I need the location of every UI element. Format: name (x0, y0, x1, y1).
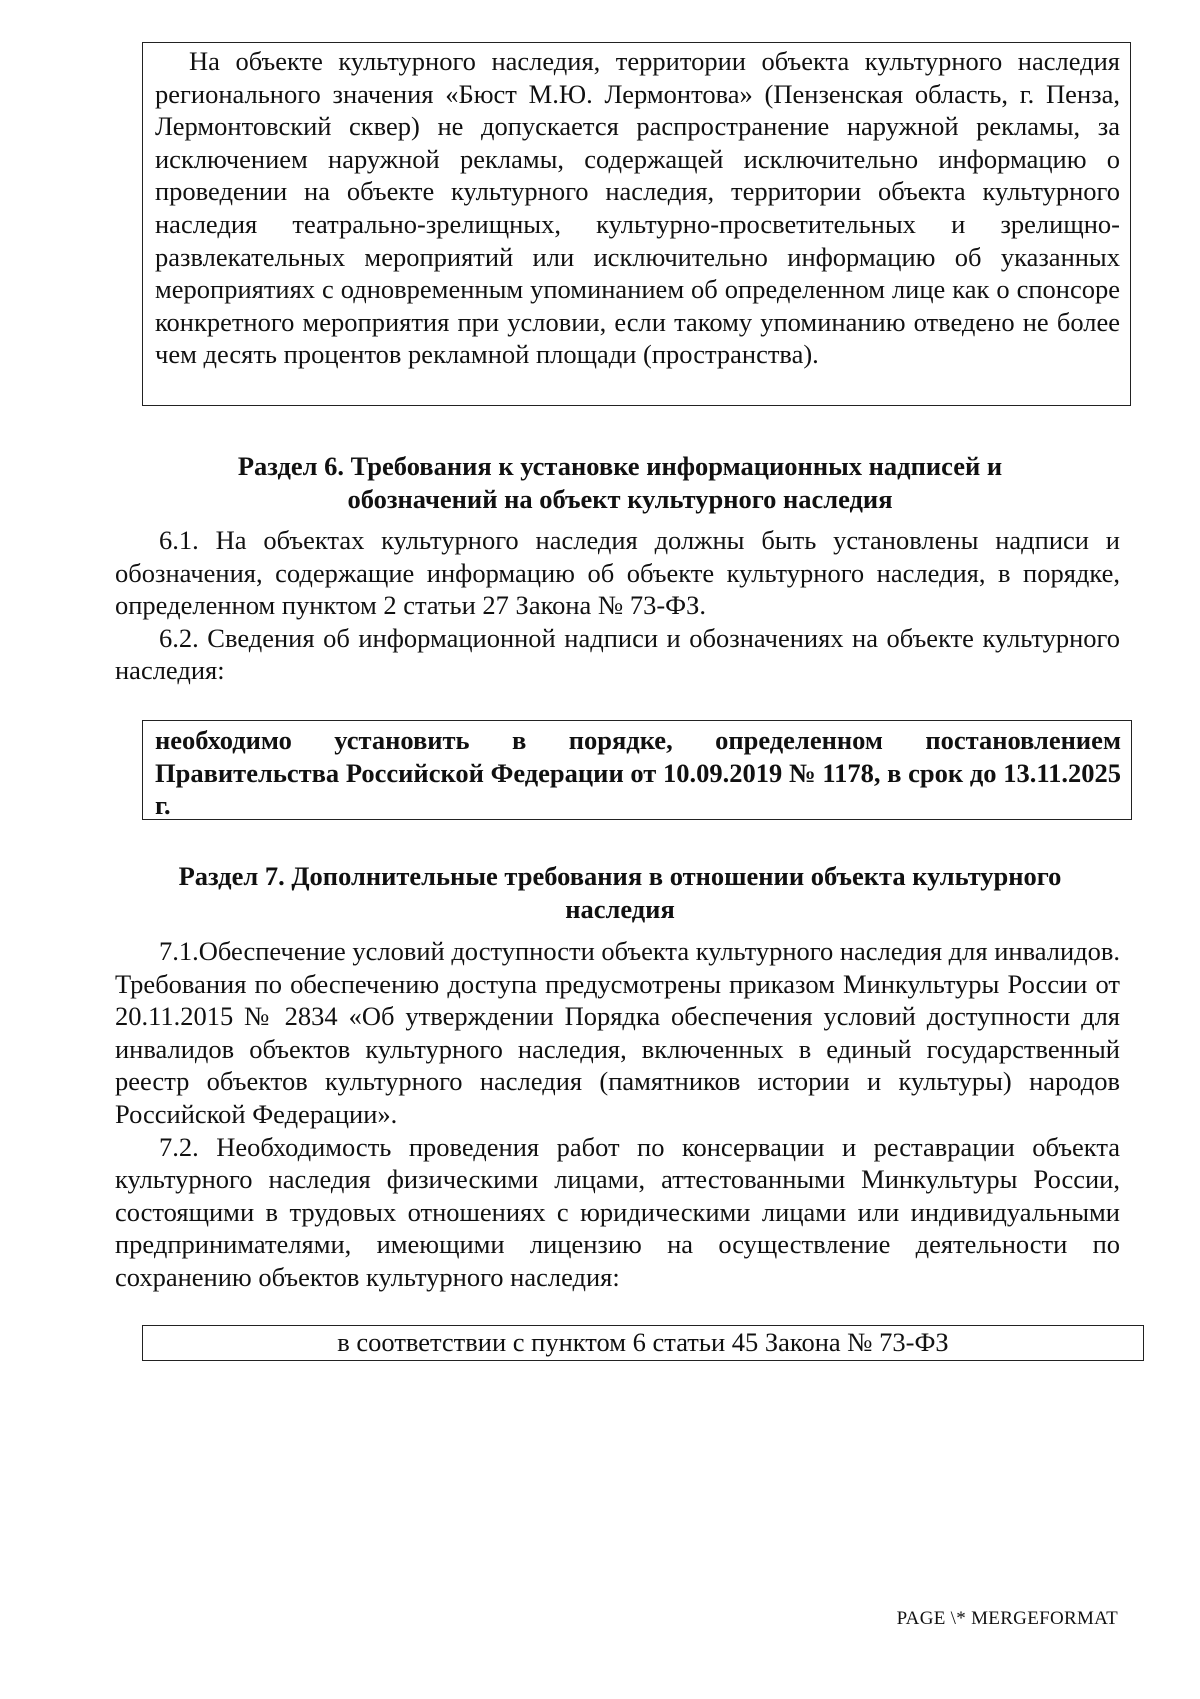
inscription-requirement-text: необходимо установить в порядке, определенном постановлением Правительства Российской Федерации от 10.09.2019 № 1178, в срок до 13.11.2025 г. (155, 725, 1121, 821)
section-7-body (115, 935, 1120, 1294)
restoration-requirement-text: в соответствии с пунктом 6 статьи 45 Закона № 73-ФЗ (337, 1327, 949, 1357)
section-7-paragraph-1: 7.1.Обеспечение условий доступности объекта культурного наследия для инвалидов. Требования по обеспечению доступа предусмотрены приказом Минкультуры России от 20.11.2015 № 2834 «Об утверждении Порядка обеспечения условий доступности для инвалидов объектов культурного наследия, включенных в единый государственный реестр объектов культурного наследия (памятников истории и культуры) народов Российской Федерации». (115, 936, 1121, 1129)
section-7-heading-line2: наследия (565, 893, 675, 924)
section-6-body (115, 524, 1120, 687)
section-7-heading-line1: Раздел 7. Дополнительные требования в отношении объекта культурного (178, 861, 1062, 891)
section-6-paragraph-2: 6.2. Сведения об информационной надписи и обозначениях на объекте культурного наследия: (115, 622, 1120, 686)
section-7-heading (115, 860, 1125, 925)
section-6-heading (115, 450, 1125, 515)
inscription-requirement-box (142, 720, 1132, 820)
section-7-paragraph-2: 7.2. Необходимость проведения работ по консервации и реставрации объекта культурного наследия физическими лицами, аттестованными Минкультуры России, состоящими в трудовых отношениях с юридическими лицами или индивидуальными предпринимателями, имеющими лицензию на осуществление деятельности по сохранению объектов культурного наследия: (115, 1131, 1120, 1292)
advertising-restriction-box (142, 42, 1131, 406)
section-6-paragraph-1: 6.1. На объектах культурного наследия должны быть установлены надписи и обозначения, содержащие информацию об объекте культурного наследия, в порядке, определенном пунктом 2 статьи 27 Закона № 73-ФЗ. (115, 525, 1120, 621)
section-6-heading-line2: обозначений на объект культурного наследия (347, 483, 893, 514)
advertising-restriction-text: На объекте культурного наследия, территории объекта культурного наследия регионального значения «Бюст М.Ю. Лермонтова» (Пензенская область, г. Пенза, Лермонтовский сквер) не допускается распространение наружной рекламы, за исключением наружной рекламы, содержащей исключительно информацию о проведении на объекте культурного наследия, территории объекта культурного наследия театрально-зрелищных, культурно-просветительных и зрелищно-развлекательных мероприятий или исключительно информацию об указанных мероприятиях с одновременным упоминанием об определенном лице как о спонсоре конкретного мероприятия при условии, если такому упоминанию отведено не более чем десять процентов рекламной площади (пространства). (155, 46, 1120, 370)
page-footer-field: PAGE \* MERGEFORMAT (896, 1608, 1118, 1629)
restoration-requirement-box (142, 1325, 1144, 1361)
section-6-heading-line1: Раздел 6. Требования к установке информационных надписей и (237, 451, 1003, 481)
